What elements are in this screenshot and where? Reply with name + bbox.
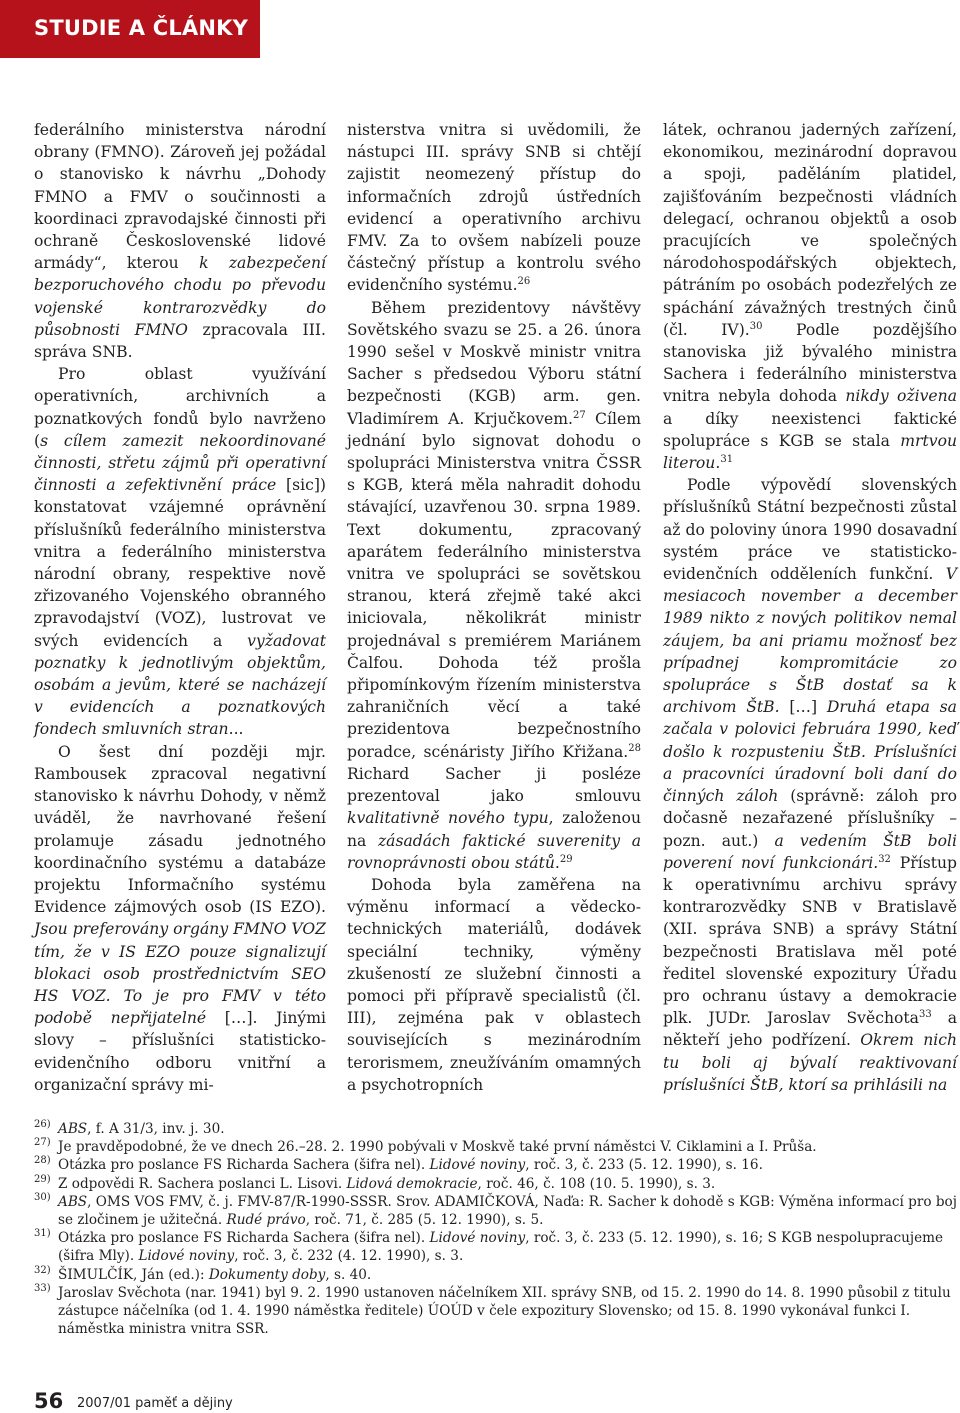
italic-text: Rudé právo: [226, 1212, 306, 1229]
text-run: Pro oblast využívání operativních, archivních a poznatkových fondů bylo navrženo (: [34, 365, 326, 450]
text-run: ...: [228, 720, 244, 739]
section-title: STUDIE A ČLÁNKY: [34, 16, 249, 40]
text-run: O šest dní později mjr. Rambousek zpracoval negativní stanovisko k návrhu Dohody, v němž uváděl, že navrhované řešení prolamuje zásadu jednotného koordinačního systému a databáze projektu Informačního systému Evidence zájmových osob (IS EZO).: [34, 742, 326, 917]
text-run: federálního ministerstva národní obrany (FMNO). Zároveň jej požádal o stanovisko k návrhu „Dohody FMNO a FMV o součinnosti a koordinaci zpravodajské činnosti při ochraně Československé lidové armády“, kterou: [34, 121, 326, 273]
text-run: , roč. 3, č. 233 (5. 12. 1990), s. 16.: [525, 1157, 763, 1174]
text-run: zpracovala III. správa SNB.: [34, 320, 326, 362]
footnote-ref: 31: [720, 454, 734, 466]
italic-text: Lidová demokracie: [346, 1175, 478, 1192]
footnote: [34, 1229, 957, 1265]
footnotes: [34, 1120, 957, 1338]
italic-text: kvalitativně nového typu: [347, 809, 549, 828]
footnote: [34, 1193, 957, 1229]
text-run: , roč. 3, č. 232 (4. 12. 1990), s. 3.: [234, 1248, 464, 1265]
text-run: , roč. 3, č. 233 (5. 12. 1990), s. 16; S KGB nespolupracujeme (šifra Mly).: [58, 1230, 944, 1265]
italic-text: mrtvou literou: [663, 431, 957, 473]
italic-text: Jsou preferovány orgány FMNO VOZ tím, že v IS EZO pouze signalizují blokaci osob prostřednictvím SEO HS VOZ. To je pro FMV v této podobě nepřijatelné: [34, 920, 326, 1028]
text-run: Cílem jednání bylo signovat dohodu o spolupráci Ministerstva vnitra ČSSR s KGB, která měla nahradit dohodu stávající, uzavřenou 30. srpna 1989. Text dokumentu, zpracovaný aparátem federálního ministerstva vnitra ve spolupráci se sovětskou stranou, která zřejmě také akci iniciovala, několikrát ministr projednával s premiérem Mariánem Čalfou. Dohoda též prošla připomínkovým řízením ministerstva zahraničních věcí a také prezidentova bezpečnostního poradce, scénáristy Jiřího Křižana.: [347, 409, 641, 761]
footnote-number: 30): [34, 1191, 51, 1203]
footnote-ref: 30: [749, 320, 763, 332]
italic-text: a vedením ŠtB boli poverení noví funkcionári.: [663, 831, 957, 872]
paragraph: [34, 119, 326, 363]
italic-text: Okrem nich tu boli aj bývalí reaktivovaní príslušníci ŠtB, ktorí sa prihlásili na: [663, 1031, 958, 1094]
footnote: [34, 1175, 957, 1193]
text-run: Otázka pro poslance FS Richarda Sachera (šifra nel).: [58, 1230, 430, 1247]
text-run: ŠIMULČÍK, Ján (ed.):: [58, 1266, 209, 1283]
text-run: , OMS VOS FMV, č. j. FMV-87/R-1990-SSSR. Srov. ADAMIČKOVÁ, Naďa: R. Sacher k dohodě s KGB: Výměna informací pro boj se zločinem je užitečná.: [58, 1193, 957, 1229]
footnote-ref: 29: [559, 853, 573, 865]
footnote-number: 29): [34, 1173, 51, 1185]
footnote-number: 32): [34, 1264, 51, 1276]
italic-text: V mesiacoch november a december 1989 nikto z nových politikov nemal záujem, ba ani priamu možnosť bez prípadnej kompromitácie zo spolupráce s ŠtB dostať sa k archivom ŠtB.: [663, 565, 957, 717]
footnote-number: 27): [34, 1137, 51, 1149]
footnote: [34, 1156, 957, 1174]
italic-text: vyžadovat poznatky k jednotlivým objektům, osobám a jevům, které se nacházejí v evidencích a poznatkových fondech smluvních stran: [34, 631, 326, 739]
text-run: , f. A 31/3, inv. j. 30.: [87, 1121, 225, 1137]
italic-text: s cílem zamezit nekoordinované činnosti, střetu zájmů při operativní činnosti a zefektivnění práce: [34, 431, 326, 495]
text-run: nisterstva vnitra si uvědomili, že nástupci III. správy SNB si chtějí zajistit neomezený přístup do informačních zdrojů ústředních evidencí a operativního archivu FMV. Za to ovšem nabízeli pouze částečný přístup a kontrolu svého evidenčního systému.: [347, 121, 641, 295]
text-run: , s. 40.: [325, 1266, 372, 1283]
italic-text: Lidové noviny: [429, 1157, 526, 1174]
italic-text: Druhá etapa sa začala v polovici februára 1990, keď došlo k rozpusteniu ŠtB. Príslušníci a pracovníci úradovní boli daní do činných záloh: [663, 698, 957, 806]
paragraph: [347, 874, 641, 1096]
text-column-1: [34, 119, 326, 1096]
footnote-ref: 27: [572, 409, 586, 421]
italic-text: Lidové noviny: [138, 1248, 235, 1265]
paragraph: [347, 119, 641, 297]
footnote-number: 33): [34, 1282, 51, 1294]
paragraph: [347, 297, 641, 874]
text-run: (správně: záloh pro dočasně nezařazené příslušníky – pozn. aut.): [663, 787, 957, 850]
italic-text: Dokumenty doby: [208, 1266, 326, 1283]
footnote: [34, 1266, 957, 1284]
footnote-ref: 26: [517, 276, 531, 288]
text-run: Je pravděpodobné, že ve dnech 26.–28. 2. 1990 pobývali v Moskvě také první náměstci V. Ciklamini a I. Průša.: [58, 1139, 817, 1156]
text-run: Z odpovědi R. Sachera poslanci L. Lisovi.: [58, 1175, 347, 1192]
text-run: Otázka pro poslance FS Richarda Sachera (šifra nel).: [58, 1157, 430, 1174]
text-run: a někteří jeho podřízení.: [663, 1009, 957, 1050]
italic-text: ABS: [58, 1121, 88, 1137]
text-run: Podle pozdějšího stanoviska již bývalého ministra Sachera i federálního ministerstva vnitra nebyla dohoda: [663, 320, 957, 406]
text-run: látek, ochranou jaderných zařízení, ekonomikou, mezinárodní dopravou a spoji, paděláním platidel, zajišťováním bezpečnosti vládních delegací, ochranou objektů a osob pracujících ve společných národohospodářských objektech, pátráním po osobách podezřelých ze spáchání závažných trestných činů (čl. IV).: [663, 121, 957, 339]
text-run: Během prezidentovy návštěvy Sovětského svazu se 25. a 26. února 1990 sešel v Moskvě ministr vnitra Sacher s předsedou Výboru státní bezpečnosti (KGB) arm. gen. Vladimírem A. Krjučkovem.: [347, 298, 641, 428]
footnote-ref: 28: [628, 742, 641, 754]
text-run: […]. Jinými slovy – příslušníci statisticko-evidenčního odboru vnitřní a organizační správy mi-: [34, 1009, 326, 1094]
text-column-2: [347, 119, 641, 1096]
footnote: [34, 1120, 957, 1138]
text-run: Richard Sacher ji posléze prezentoval jako smlouvu: [347, 764, 641, 806]
paragraph: [663, 474, 957, 1096]
footnote-ref: 32: [878, 853, 891, 865]
paragraph: [34, 741, 326, 1096]
footnote-number: 26): [34, 1119, 51, 1130]
italic-text: Lidové noviny: [429, 1230, 526, 1247]
text-run: Přístup k operativnímu archivu správy kontrarozvědky SNB v Bratislavě (XII. správa SNB) a správy Státní bezpečnosti Bratislava měl poté ředitel slovenské expozitury Úřadu pro ochranu ústavy a demokracie plk. JUDr. Jaroslav Svěchota: [663, 853, 957, 1028]
page-number: 56: [34, 1389, 64, 1413]
paragraph: [663, 119, 957, 474]
text-run: , roč. 46, č. 108 (10. 5. 1990), s. 3.: [477, 1175, 716, 1192]
text-run: , roč. 71, č. 285 (5. 12. 1990), s. 5.: [305, 1212, 544, 1229]
italic-text: ABS: [58, 1193, 88, 1210]
italic-text: nikdy oživena: [845, 387, 957, 406]
text-run: .: [554, 853, 560, 872]
paragraph: [34, 363, 326, 740]
text-run: […]: [779, 698, 827, 717]
text-run: Jaroslav Svěchota (nar. 1941) byl 9. 2. 1990 ustanoven náčelníkem XII. správy SNB, od 15. 2. 1990 do 14. 8. 1990 působil z titulu zástupce náčelníka (od 1. 4. 1990 náměstka ředitele) ÚOÚD v čele expozitury Slovensko; od 15. 8. 1990 vykonával funkci I. náměstka ministra vnitra SSR.: [58, 1284, 951, 1338]
text-column-3: [663, 119, 957, 1096]
journal-issue: 2007/01 paměť a dějiny: [77, 1396, 233, 1411]
text-run: Podle výpovědí slovenských příslušníků Státní bezpečnosti zůstal až do poloviny února 1990 dosavadní systém práce ve statisticko-evidenčních odděleních funkční.: [663, 476, 957, 584]
footnote-number: 31): [34, 1228, 51, 1240]
italic-text: k zabezpečení bezporuchového chodu po převodu vojenské kontrarozvědky do působnosti FMNO: [34, 254, 326, 339]
text-run: a díky neexistenci faktické spolupráce s KGB se stala: [663, 409, 957, 450]
text-run: , založenou na: [347, 809, 641, 850]
text-run: [sic]) konstatovat vzájemné oprávnění příslušníků federálního ministerstva vnitra a federálního ministerstva národní obrany, respektive nově zřizovaného Vojenského obranného zpravodajství (VOZ), lustrovat ve svých evidencích a: [34, 476, 326, 650]
footnote-number: 28): [34, 1155, 51, 1167]
text-run: .: [715, 454, 721, 473]
footnote: [34, 1138, 957, 1156]
text-run: Dohoda byla zaměřena na výměnu informací a vědecko-technických materiálů, dodávek speciální techniky, výměny zkušeností ze služební činnosti a pomoci při přípravě specialistů (čl. III), zejména pak v oblastech souvisejících s mezinárodním terorismem, zneužíváním omamných a psychotropních: [347, 875, 641, 1094]
italic-text: zásadách faktické suverenity a rovnoprávnosti obou států: [347, 831, 641, 872]
footnote-ref: 33: [918, 1009, 932, 1021]
footnote: [34, 1284, 957, 1339]
